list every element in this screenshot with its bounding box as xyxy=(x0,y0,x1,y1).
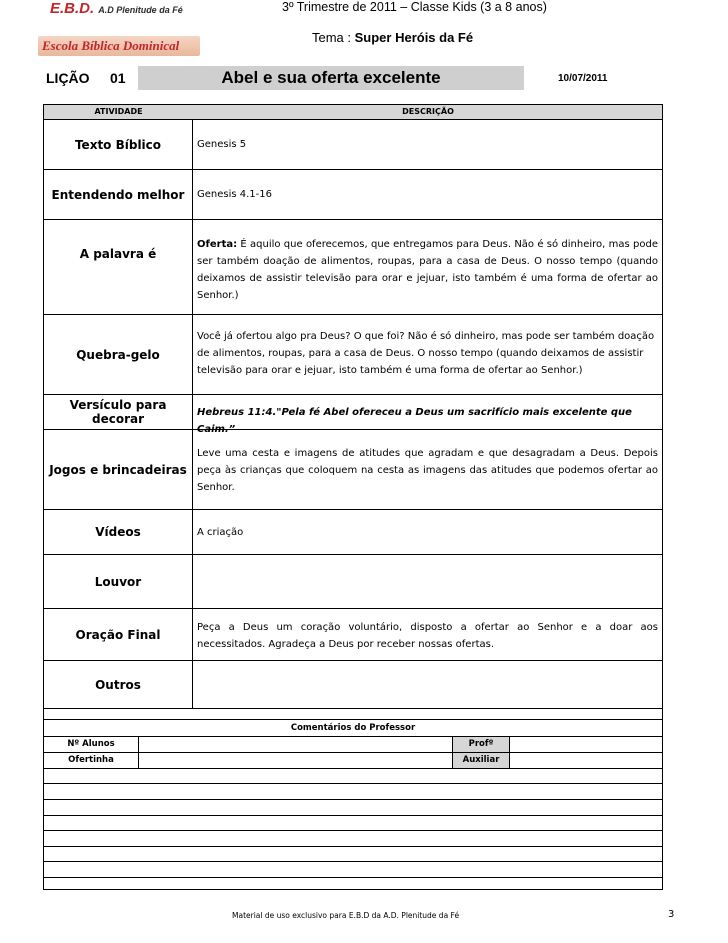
alunos-field[interactable] xyxy=(139,737,453,752)
row-label-entendendo-melhor: Entendendo melhor xyxy=(44,170,193,219)
footer-text: Material de uso exclusivo para E.B.D da A.D. Plenitude da Fé xyxy=(232,911,460,920)
row-text-entendendo-melhor: Genesis 4.1-16 xyxy=(197,189,273,200)
logo xyxy=(38,0,208,56)
page-number: 3 xyxy=(668,909,675,920)
row-label-texto-biblico: Texto Bíblico xyxy=(44,120,193,169)
row-label-versiculo: Versículo para decorar xyxy=(44,395,193,429)
row-label-oracao-final: Oração Final xyxy=(44,609,193,660)
comment-line[interactable] xyxy=(44,800,662,816)
logo-subtitle: A.D Plenitude da Fé xyxy=(98,5,183,15)
comment-line[interactable] xyxy=(44,769,662,784)
col-atividade-header: ATIVIDADE xyxy=(94,107,143,116)
alunos-row xyxy=(44,737,662,753)
table-row xyxy=(44,661,662,709)
comment-line[interactable] xyxy=(44,816,662,831)
row-text-texto-biblico: Genesis 5 xyxy=(197,139,247,150)
licao-label: LIÇÃO xyxy=(46,70,90,86)
table-row xyxy=(44,609,662,661)
table-row xyxy=(44,170,662,220)
row-label-outros: Outros xyxy=(44,661,193,708)
table-row xyxy=(44,315,662,395)
row-label-a-palavra-e: A palavra é xyxy=(44,220,193,314)
comment-line[interactable] xyxy=(44,831,662,847)
table-row xyxy=(44,555,662,609)
ofertinha-label: Ofertinha xyxy=(44,753,139,768)
ofertinha-field[interactable] xyxy=(139,753,453,768)
row-text-versiculo: Hebreus 11:4."Pela fé Abel ofereceu a Deus um sacrifício mais excelente que Caim.” xyxy=(197,407,632,435)
licao-date: 10/07/2011 xyxy=(558,73,608,84)
comment-line[interactable] xyxy=(44,847,662,862)
comment-line[interactable] xyxy=(44,784,662,800)
prof-label: Profº xyxy=(453,737,510,752)
row-label-videos: Vídeos xyxy=(44,510,193,554)
licao-title: Abel e sua oferta excelente xyxy=(138,66,524,90)
table-header-row xyxy=(44,105,662,120)
trimestre-heading: 3º Trimestre de 2011 – Classe Kids (3 a 8 anos) xyxy=(282,0,547,14)
tema-heading xyxy=(312,30,473,45)
logo-ebd: E.B.D. xyxy=(50,0,95,17)
row-text-oracao-final: Peça a Deus um coração voluntário, disposto a ofertar ao Senhor e a doar aos necessitados. Agradeça a Deus por receber nossas ofertas. xyxy=(197,622,658,650)
comments-title: Comentários do Professor xyxy=(44,720,662,737)
ofertinha-row xyxy=(44,753,662,769)
tema-value: Super Heróis da Fé xyxy=(354,30,474,45)
alunos-label: Nº Alunos xyxy=(44,737,139,752)
table-row xyxy=(44,510,662,555)
logo-top xyxy=(50,0,183,17)
table-row xyxy=(44,220,662,315)
table-row xyxy=(44,395,662,435)
activity-table xyxy=(43,104,663,720)
row-text-a-palavra-e xyxy=(197,236,658,304)
row-label-louvor: Louvor xyxy=(44,555,193,608)
col-descricao-header: DESCRIÇÃO xyxy=(402,107,454,116)
comments-section xyxy=(43,720,663,890)
table-row xyxy=(44,120,662,170)
row-text-jogos: Leve uma cesta e imagens de atitudes que agradam e que desagradam a Deus. Depois peça às crianças que coloquem na cesta as imagens das atitudes que podemos ofertar ao Senhor. xyxy=(197,448,658,493)
logo-banner xyxy=(38,36,200,56)
row-label-quebra-gelo: Quebra-gelo xyxy=(44,315,193,394)
comment-line[interactable] xyxy=(44,862,662,878)
licao-number: 01 xyxy=(110,70,126,86)
table-row xyxy=(44,430,662,510)
logo-banner-text: Escola Bíblica Dominical xyxy=(42,38,180,53)
row-text-a-palavra-e-bold: Oferta: xyxy=(197,239,238,250)
auxiliar-label: Auxiliar xyxy=(453,753,510,768)
row-text-a-palavra-e-body: É aquilo que oferecemos, que entregamos para Deus. Não é só dinheiro, mas pode ser também doação de alimentos, roupas, para a casa de Deus. O nosso tempo (quando deixamos de assistir televisão para orar e jejuar, isto também é uma forma de ofertar ao Senhor.) xyxy=(197,239,658,301)
row-text-quebra-gelo: Você já ofertou algo pra Deus? O que foi? Não é só dinheiro, mas pode ser também doação de alimentos, roupas, para a casa de Deus. O nosso tempo (quando deixamos de assistir televisão para orar e jejuar, isto também é uma forma de ofertar ao Senhor.) xyxy=(197,331,655,376)
row-text-videos: A criação xyxy=(197,527,244,538)
row-label-jogos: Jogos e brincadeiras xyxy=(44,430,193,509)
tema-label: Tema : xyxy=(312,30,355,45)
